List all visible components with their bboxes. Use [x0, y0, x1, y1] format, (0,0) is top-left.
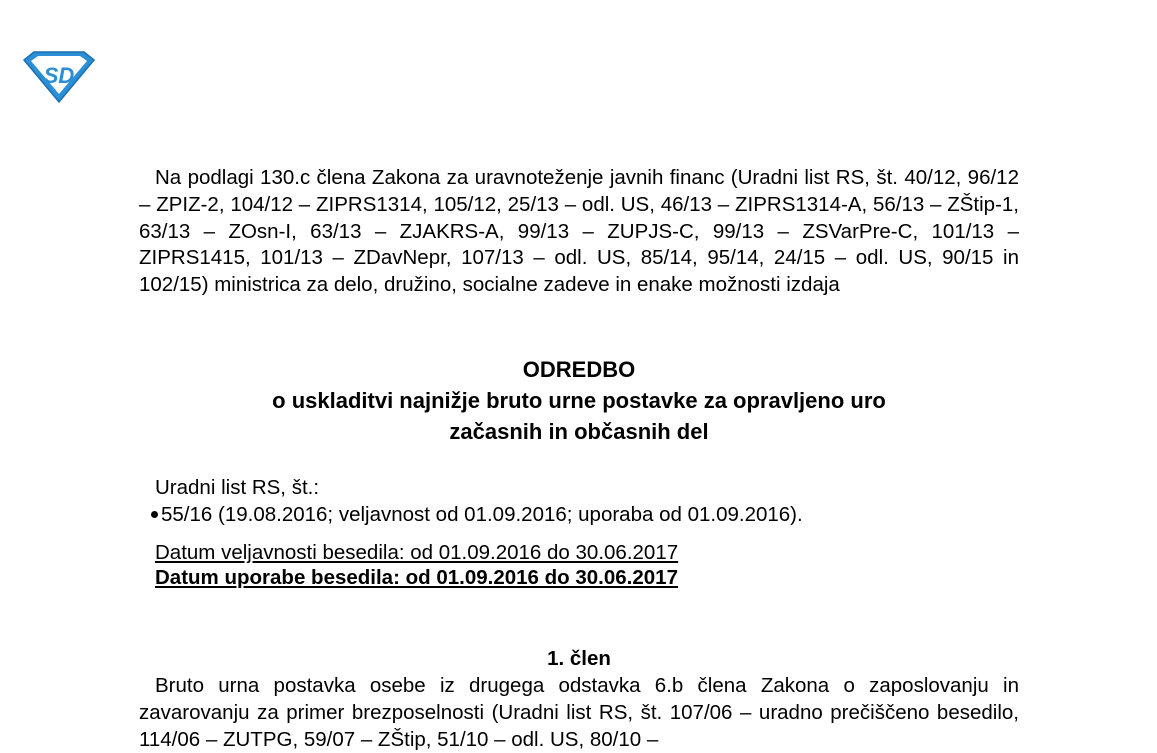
document-title: ODREDBO [522, 357, 636, 382]
bullet-icon [151, 511, 158, 518]
logo-text: SD [43, 63, 75, 88]
document-subtitle-line-2: začasnih in občasnih del [449, 419, 709, 444]
preamble-paragraph: Na podlagi 130.c člena Zakona za uravnoteženje javnih financ (Uradni list RS, št. 40/12, 96/12 – ZPIZ-2, 104/12 – ZIPRS1314, 105/12, 25/13 – odl. US, 46/13 – ZIPRS1314-A, 56/13 – ZŠtip-1, 63/13 – ZOsn-I, 63/13 – ZJAKRS-A, 99/13 – ZUPJS-C, 99/13 – ZSVarPre-C, 101/13 – ZIPRS1415, 101/13 – ZDavNepr, 107/13 – odl. US, 85/14, 95/14, 24/15 – odl. US, 90/15 in 102/15) ministrica za delo, družino, socialne zadeve in enake možnosti izdaja [139, 166, 1019, 297]
validity-date-text: Datum veljavnosti besedila: od 01.09.2016 do 30.06.2017 [155, 541, 679, 564]
gazette-label: Uradni list RS, št.: [155, 476, 320, 499]
sd-diamond-logo-icon [22, 50, 96, 104]
article-1-text: Bruto urna postavka osebe iz drugega odstavka 6.b člena Zakona o zaposlovanju in zavarovanju za primer brezposelnosti (Uradni list RS, št. 107/06 – uradno prečiščeno besedilo, 114/06 – ZUTPG, 59/07 – ZŠtip, 51/10 – odl. US, 80/10 – [139, 674, 1019, 751]
usage-date-text: Datum uporabe besedila: od 01.09.2016 do 30.06.2017 [155, 566, 678, 589]
document-subtitle-line-1: o uskladitvi najnižje bruto urne postavke za opravljeno uro [272, 388, 886, 413]
article-1-heading: 1. člen [547, 647, 611, 670]
gazette-entry [151, 501, 803, 528]
gazette-entry-text: 55/16 (19.08.2016; veljavnost od 01.09.2016; uporaba od 01.09.2016). [161, 503, 803, 526]
